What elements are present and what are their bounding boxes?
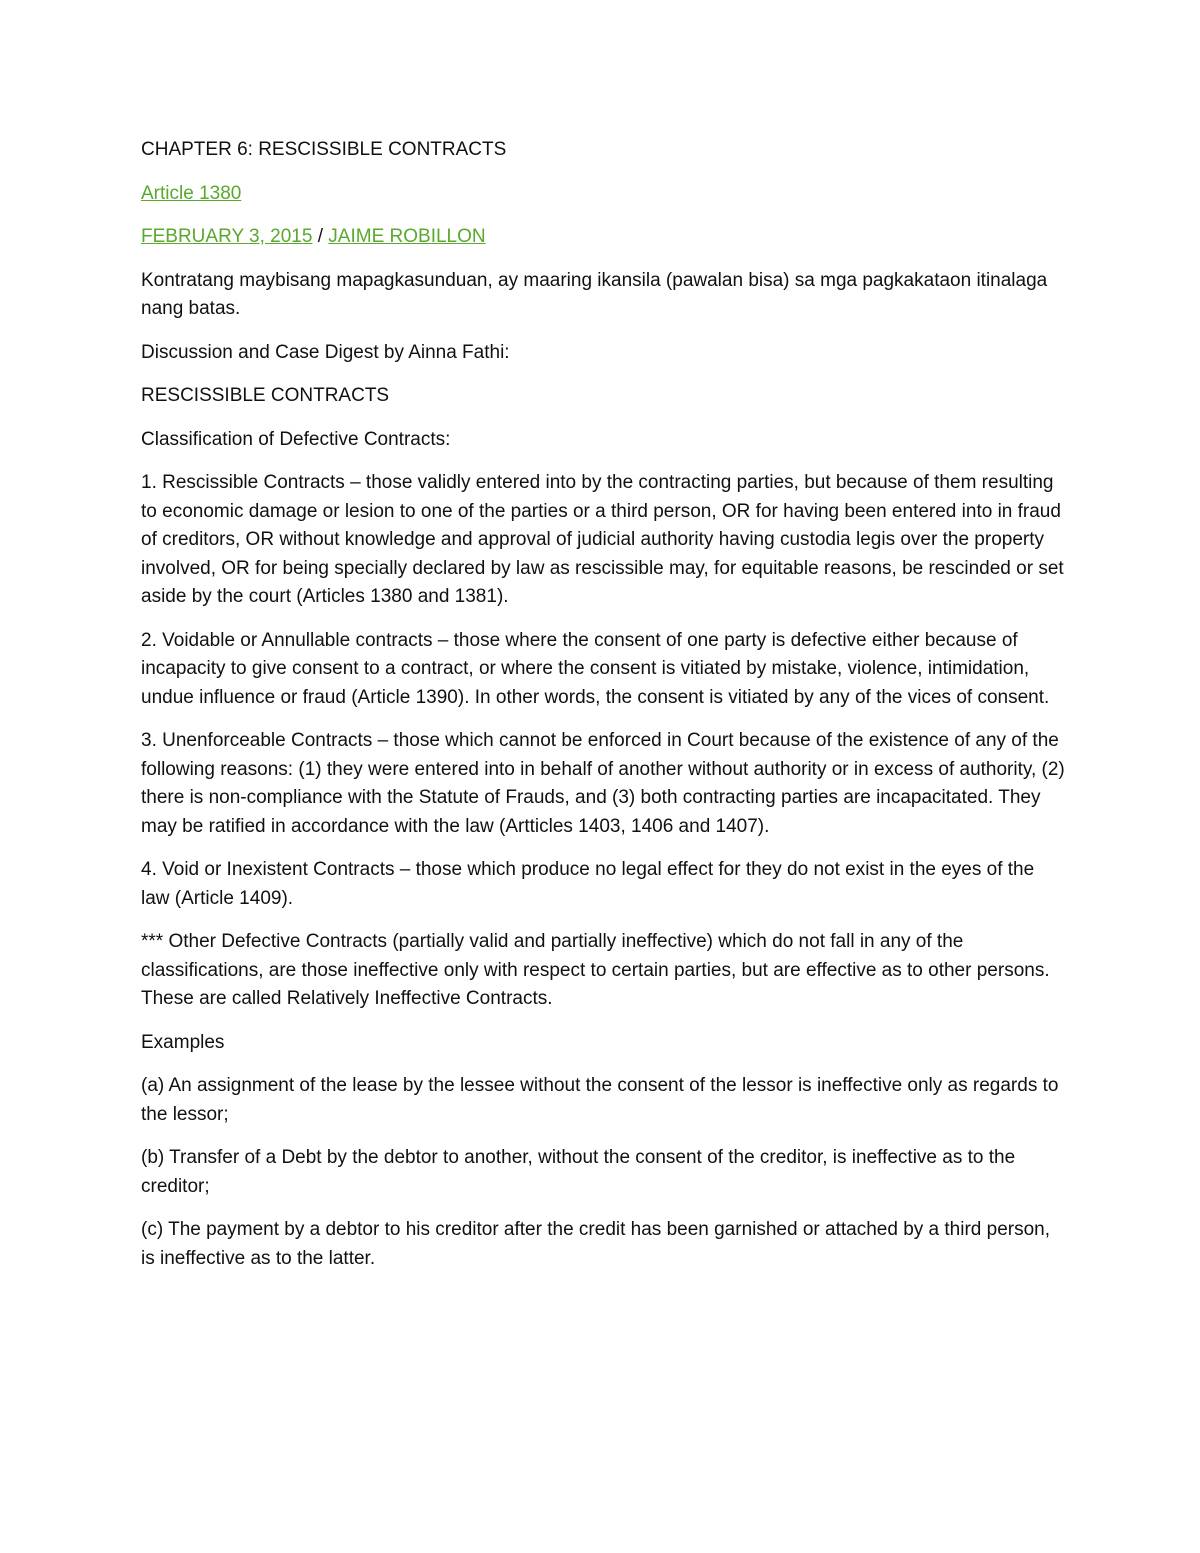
section-title: RESCISSIBLE CONTRACTS	[141, 385, 390, 406]
date-link[interactable]: FEBRUARY 3, 2015	[141, 226, 313, 247]
classification-item-4: 4. Void or Inexistent Contracts – those which produce no legal effect for they do not exist in the eyes of the law (Article 1409).	[141, 859, 1035, 909]
classification-item-1: 1. Rescissible Contracts – those validly entered into by the contracting parties, but because of them resulting to economic damage or lesion to one of the parties or a third person, OR for having been entered into in fraud of creditors, OR without knowledge and approval of judicial authority having custodia legis over the property involved, OR for being specially declared by law as rescissible may, for equitable reasons, be rescinded or set aside by the court (Articles 1380 and 1381).	[141, 472, 1064, 607]
example-a: (a) An assignment of the lease by the lessee without the consent of the lessor is ineffective only as regards to the lessor;	[141, 1075, 1059, 1125]
article-title	[141, 180, 1066, 209]
other-defective-note: *** Other Defective Contracts (partially valid and partially ineffective) which do not fall in any of the classifications, are those ineffective only with respect to certain parties, but are effective as to other persons. These are called Relatively Ineffective Contracts.	[141, 931, 1050, 1009]
byline	[141, 223, 1066, 252]
classification-item-2: 2. Voidable or Annullable contracts – those where the consent of one party is defective either because of incapacity to give consent to a contract, or where the consent is vitiated by mistake, violence, intimidation, undue influence or fraud (Article 1390). In other words, the consent is vitiated by any of the vices of consent.	[141, 629, 1050, 708]
chapter-heading: CHAPTER 6: RESCISSIBLE CONTRACTS	[141, 139, 507, 160]
byline-separator: /	[312, 226, 329, 247]
article-link[interactable]: Article 1380	[141, 182, 242, 204]
example-b: (b) Transfer of a Debt by the debtor to another, without the consent of the creditor, is ineffective as to the creditor;	[141, 1147, 1016, 1197]
document-page	[141, 136, 1066, 1288]
examples-title: Examples	[141, 1031, 225, 1053]
discussion-credit: Discussion and Case Digest by Ainna Fathi:	[141, 341, 510, 363]
classification-title: Classification of Defective Contracts:	[141, 428, 451, 450]
classification-item-3: 3. Unenforceable Contracts – those which cannot be enforced in Court because of the existence of any of the following reasons: (1) they were entered into in behalf of another without authority or in excess of authority, (2) there is non-compliance with the Statute of Frauds, and (3) both contracting parties are incapacitated. They may be ratified in accordance with the law (Artticles 1403, 1406 and 1407).	[141, 730, 1065, 837]
intro-paragraph: Kontratang maybisang mapagkasunduan, ay maaring ikansila (pawalan bisa) sa mga pagkakataon itinalaga nang batas.	[141, 269, 1048, 319]
example-c: (c) The payment by a debtor to his creditor after the credit has been garnished or attached by a third person, is ineffective as to the latter.	[141, 1219, 1050, 1269]
author-link[interactable]: JAIME ROBILLON	[328, 226, 486, 247]
